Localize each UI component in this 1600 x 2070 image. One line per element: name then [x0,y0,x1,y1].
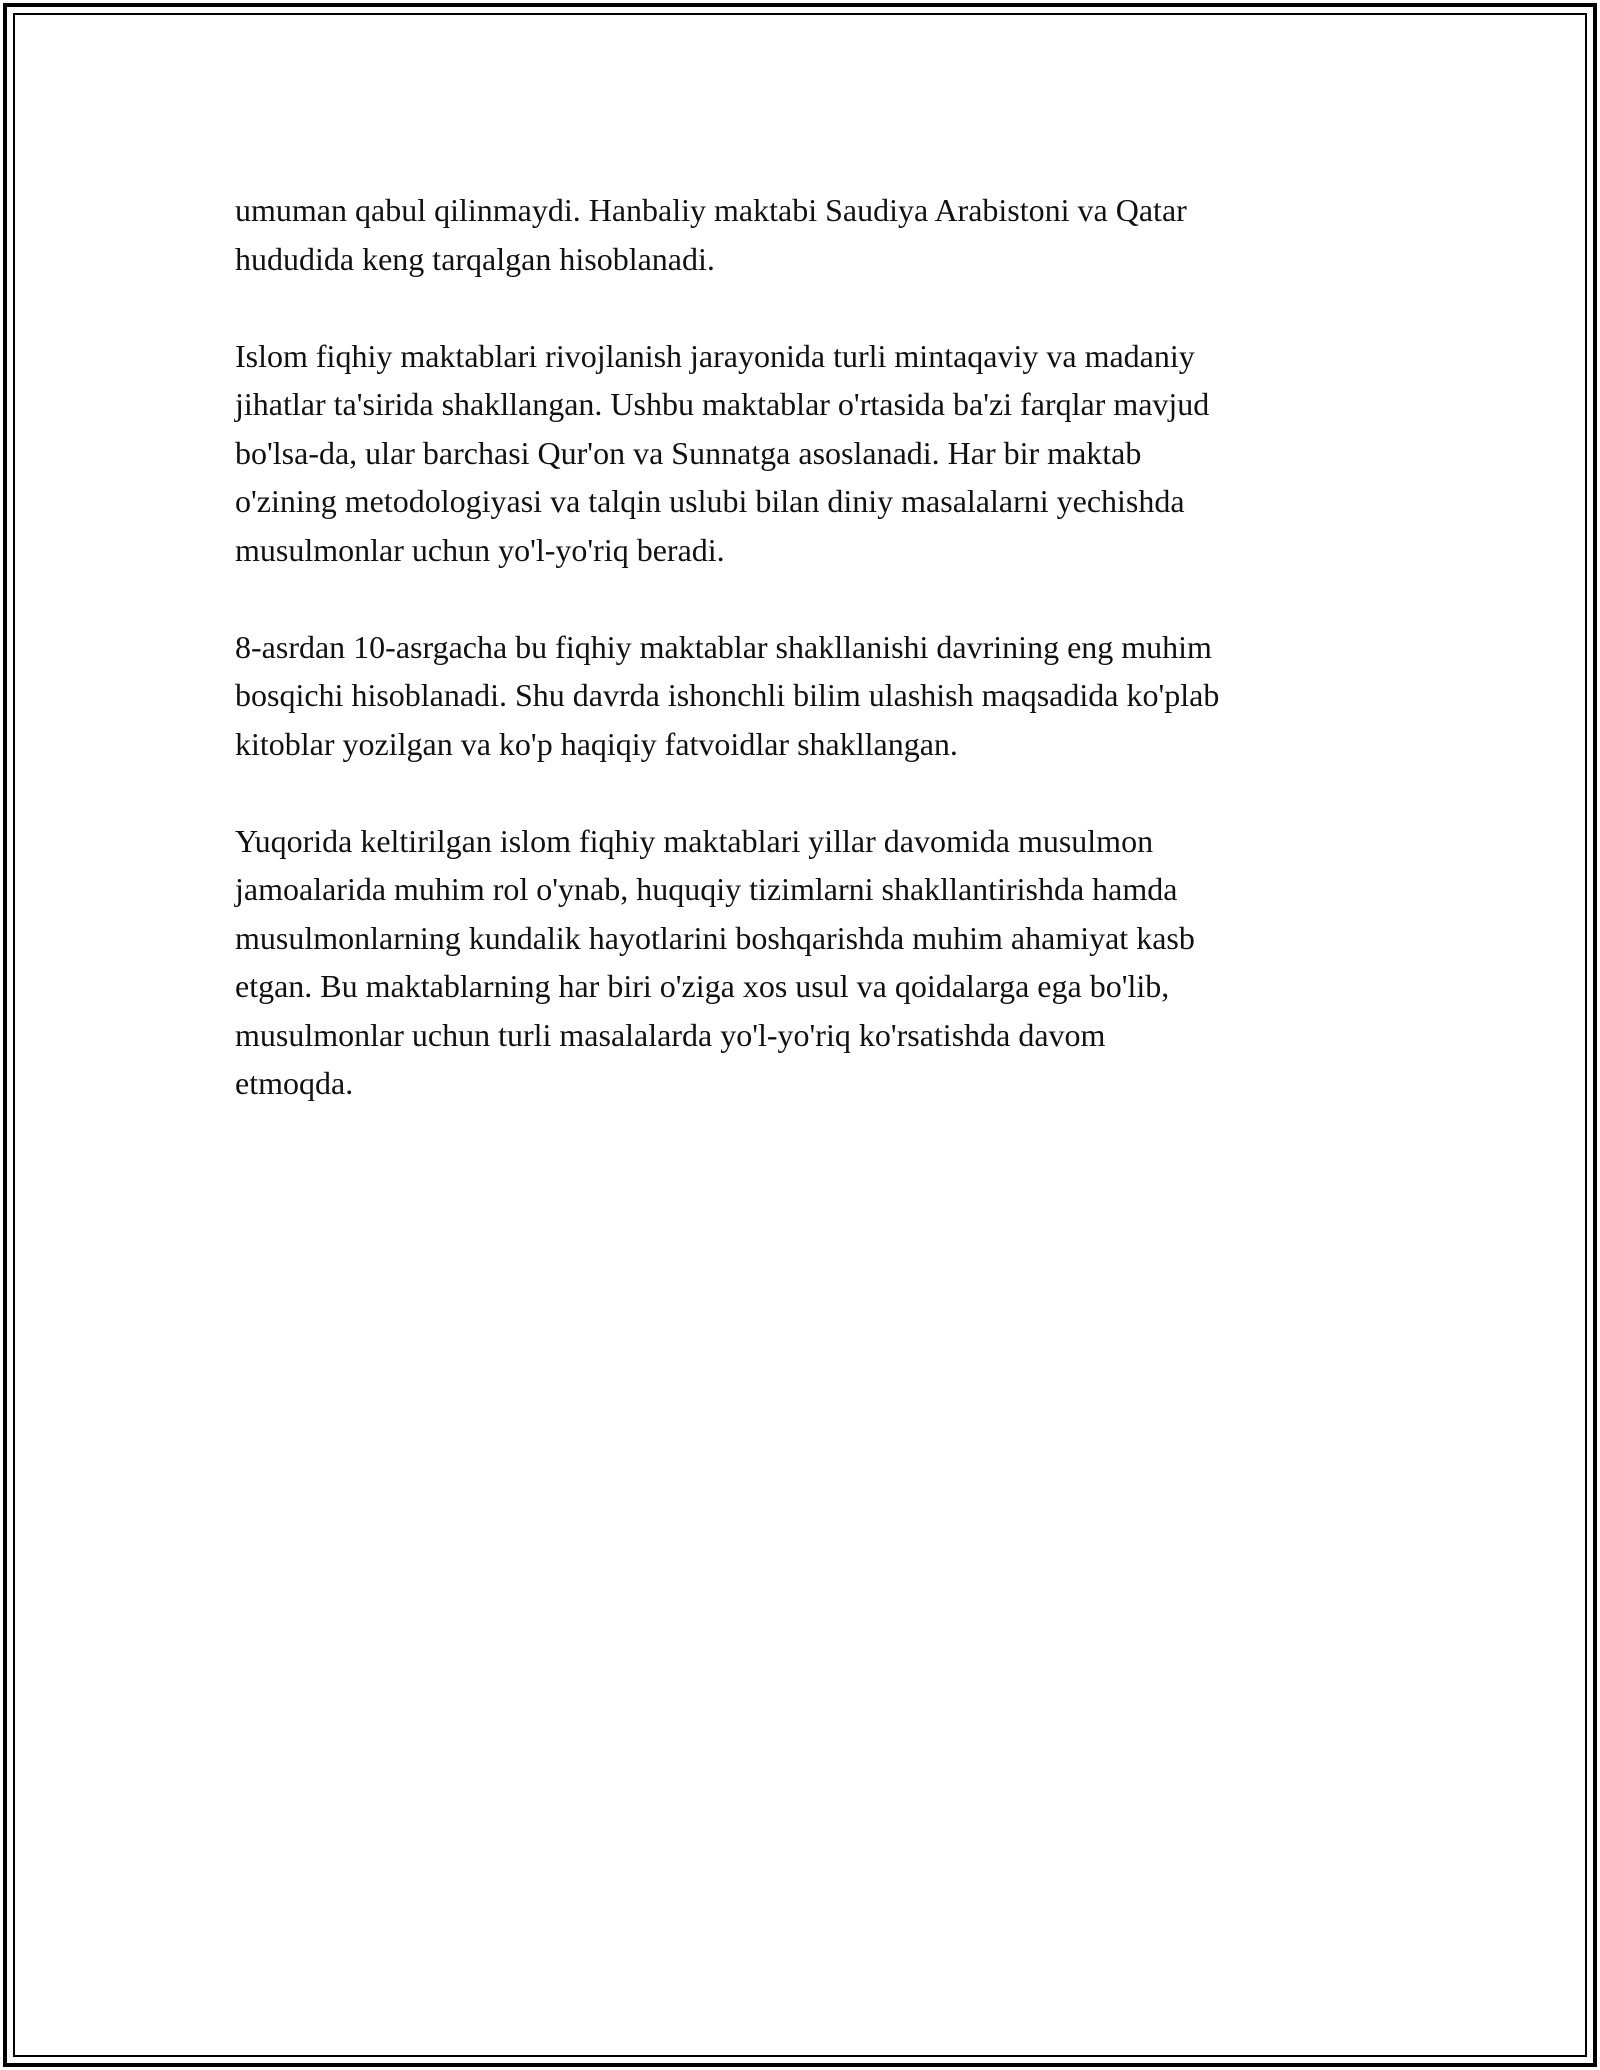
text-line: musulmonlarning kundalik hayotlarini boshqarishda muhim ahamiyat kasb [235,919,1195,956]
text-line: hududida keng tarqalgan hisoblanadi. [235,240,715,277]
text-line: 8-asrdan 10-asrgacha bu fiqhiy maktablar shakllanishi davrining eng muhim [235,628,1212,665]
text-line: jamoalarida muhim rol o'ynab, huquqiy tizimlarni shakllantirishda hamda [235,871,1178,907]
text-line: musulmonlar uchun yo'l-yo'riq beradi. [235,531,725,568]
paragraph-4 [235,817,1395,1108]
text-line: umuman qabul qilinmaydi. Hanbaliy maktabi Saudiya Arabistoni va Qatar [235,192,1187,228]
paragraph-3 [235,623,1395,769]
text-line: Islom fiqhiy maktablari rivojlanish jarayonida turli mintaqaviy va madaniy [235,337,1195,374]
text-line: o'zining metodologiyasi va talqin uslubi bilan diniy masalalarni yechishda [235,483,1185,519]
text-line: jihatlar ta'sirida shakllangan. Ushbu maktablar o'rtasida ba'zi farqlar mavjud [235,386,1210,422]
text-line: etgan. Bu maktablarning har biri o'ziga xos usul va qoidalarga ega bo'lib, [235,968,1170,1004]
text-line: musulmonlar uchun turli masalalarda yo'l-yo'riq ko'rsatishda davom [235,1016,1106,1053]
paragraph-1 [235,186,1395,283]
document-body [235,186,1395,1156]
text-line: Yuqorida keltirilgan islom fiqhiy maktablari yillar davomida musulmon [235,822,1154,859]
paragraph-2 [235,332,1395,575]
text-line: bo'lsa-da, ular barchasi Qur'on va Sunnatga asoslanadi. Har bir maktab [235,434,1142,471]
text-line: bosqichi hisoblanadi. Shu davrda ishonchli bilim ulashish maqsadida ko'plab [235,677,1220,713]
text-line: etmoqda. [235,1065,354,1101]
text-line: kitoblar yozilgan va ko'p haqiqiy fatvoidlar shakllangan. [235,725,958,762]
